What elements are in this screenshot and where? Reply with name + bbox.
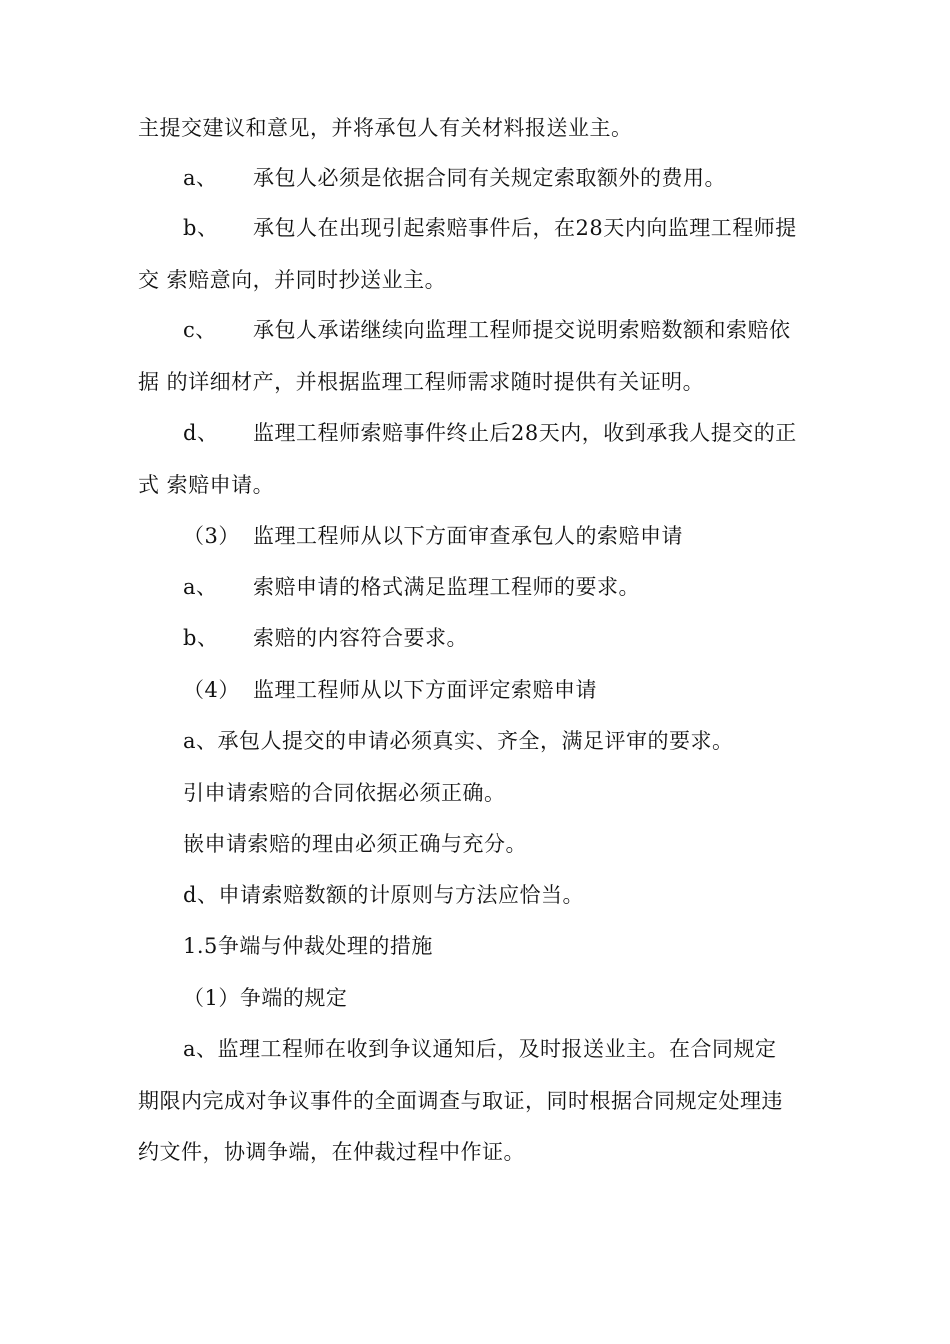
text-line: a、监理工程师在收到争议通知后，及时报送业主。在合同规定 bbox=[183, 1037, 777, 1061]
item-marker: d、 bbox=[183, 421, 219, 445]
section-heading: （1）争端的规定 bbox=[183, 986, 348, 1010]
list-item bbox=[183, 163, 726, 193]
text-line: 交 索赔意向，并同时抄送业主。 bbox=[138, 268, 447, 292]
text-line: 嵌申请索赔的理由必须正确与充分。 bbox=[183, 832, 527, 856]
item-marker: （4） bbox=[183, 678, 240, 702]
item-text: 监理工程师从以下方面评定索赔申请 bbox=[253, 678, 597, 702]
list-item bbox=[183, 213, 797, 243]
item-marker: （3） bbox=[183, 524, 240, 548]
list-item bbox=[183, 572, 640, 602]
item-text: 索赔申请的格式满足监理工程师的要求。 bbox=[253, 575, 640, 599]
item-text: 承包人必须是依据合同有关规定索取额外的费用。 bbox=[253, 166, 726, 190]
item-marker: a、 bbox=[183, 166, 218, 190]
section-heading bbox=[183, 521, 683, 551]
list-item bbox=[183, 418, 797, 448]
item-marker: c、 bbox=[183, 318, 217, 342]
item-text: 承包人在出现引起索赔事件后，在28天内向监理工程师提 bbox=[253, 216, 797, 240]
section-heading bbox=[183, 675, 597, 705]
text-line: d、申请索赔数额的计原则与方法应恰当。 bbox=[183, 883, 584, 907]
list-item bbox=[183, 623, 468, 653]
text-line: 期限内完成对争议事件的全面调查与取证，同时根据合同规定处理违 bbox=[138, 1089, 783, 1113]
item-marker: a、 bbox=[183, 575, 218, 599]
text-line: 主提交建议和意见，并将承包人有关材料报送业主。 bbox=[138, 116, 633, 140]
item-marker: b、 bbox=[183, 216, 219, 240]
item-text: 索赔的内容符合要求。 bbox=[253, 626, 468, 650]
item-text: 监理工程师索赔事件终止后28天内，收到承我人提交的正 bbox=[253, 421, 797, 445]
text-line: 式 索赔申请。 bbox=[138, 473, 275, 497]
item-marker: b、 bbox=[183, 626, 219, 650]
text-line: a、承包人提交的申请必须真实、齐全，满足评审的要求。 bbox=[183, 729, 734, 753]
text-line: 约文件，协调争端，在仲裁过程中作证。 bbox=[138, 1140, 525, 1164]
text-line: 据 的详细材产，并根据监理工程师需求随时提供有关证明。 bbox=[138, 370, 705, 394]
section-heading: 1.5争端与仲裁处理的措施 bbox=[183, 934, 433, 958]
text-line: 引申请索赔的合同依据必须正确。 bbox=[183, 781, 506, 805]
item-text: 承包人承诺继续向监理工程师提交说明索赔数额和索赔依 bbox=[253, 318, 791, 342]
item-text: 监理工程师从以下方面审查承包人的索赔申请 bbox=[253, 524, 683, 548]
list-item bbox=[183, 315, 791, 345]
